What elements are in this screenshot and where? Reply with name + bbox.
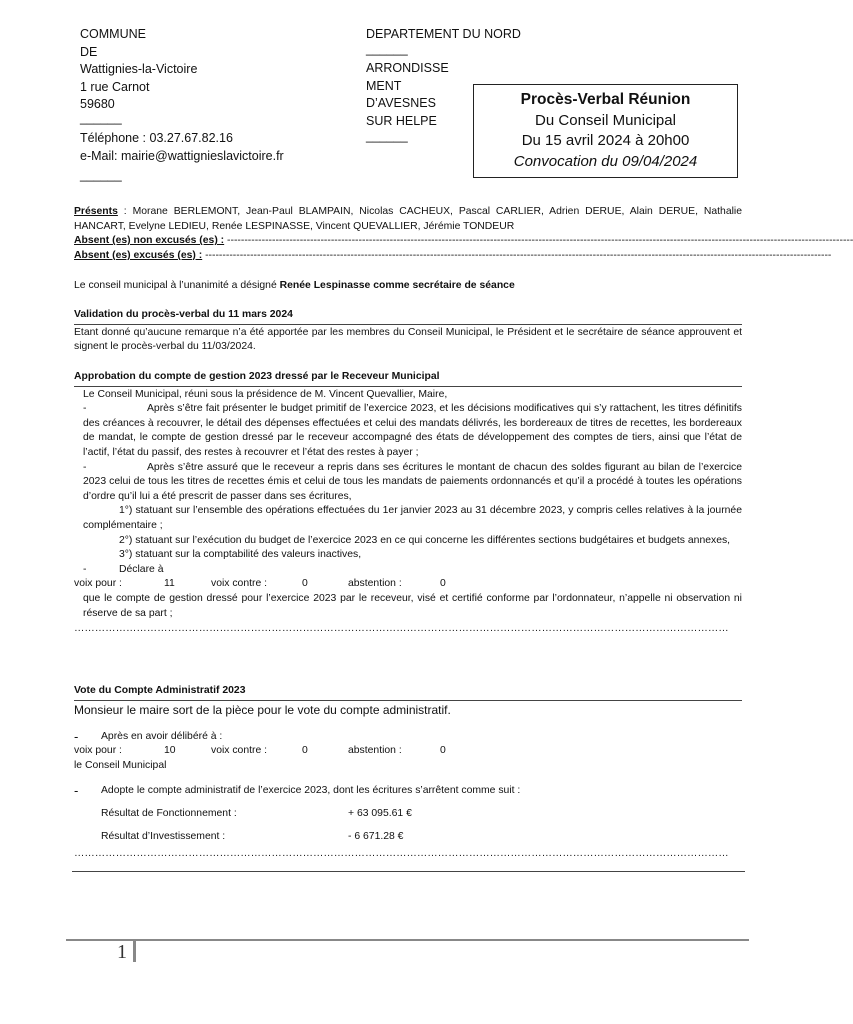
commune-header: [80, 26, 284, 185]
page-number: 1: [117, 941, 127, 963]
result-value: + 63 095.61 €: [348, 807, 412, 819]
result-label: Résultat de Fonctionnement :: [101, 807, 237, 819]
section-compte-gestion: [74, 370, 742, 637]
commune-postcode: 59680: [80, 97, 115, 111]
absent-excused-dashes: -------------------------------------------------------------------------------------------------------------------------------------------------------------------------------------: [205, 249, 832, 261]
dotted-separator: ………………………………………………………………………………………………………………………………………………………………………: [74, 623, 729, 635]
attendance-block: [74, 205, 853, 263]
paragraph: [74, 730, 742, 745]
paragraph-text: Après en avoir délibéré à :: [101, 730, 223, 742]
section-text: Etant donné qu’aucune remarque n’a été apportée par les membres du Conseil Municipal, le Président et le secrétaire de séance approuvent et signent le procès-verbal du 11/03/2024.: [74, 326, 742, 353]
paragraph-text: 1°) statuant sur l’ensemble des opérations effectuées du 1er janvier 2023 au 31 décembre 2023, y compris celles relatives à la journée complémentaire ;: [83, 505, 742, 531]
paragraph: [74, 563, 742, 578]
commune-line: DE: [80, 44, 98, 59]
meeting-date: Du 15 avril 2024 à 20h00: [521, 132, 690, 149]
paragraph: [74, 402, 742, 460]
absent-excused-label: Absent (es) excusés (es) :: [74, 249, 203, 261]
commune-address: 1 rue Carnot: [80, 79, 150, 94]
vote-row: [74, 577, 742, 592]
paragraph: Le Conseil Municipal, réuni sous la présidence de M. Vincent Quevallier, Maire,: [83, 388, 448, 400]
vote-for-value: 11: [164, 578, 175, 590]
paragraph: [74, 784, 742, 799]
commune-email: e-Mail: mairie@wattignieslavictoire.fr: [80, 148, 284, 163]
section-title: Vote du Compte Administratif 2023: [74, 684, 742, 701]
present-list: : Morane BERLEMONT, Jean-Paul BLAMPAIN, Nicolas CACHEUX, Pascal CARLIER, Adrien DERUE, Alain DERUE, Nathalie HANCART, Evelyne LEDIEU, Renée LESPINASSE, Vincent QUEVALLIER, Jérémie TONDEUR: [74, 206, 742, 232]
vote-for-value: 10: [164, 745, 176, 757]
commune-phone: Téléphone : 03.27.67.82.16: [80, 131, 233, 145]
title-subtitle: Du Conseil Municipal: [535, 111, 676, 129]
section-intro: Monsieur le maire sort de la pièce pour le vote du compte administratif.: [74, 702, 451, 717]
result-value: - 6 671.28 €: [348, 830, 404, 842]
section-pv-validation: [74, 308, 742, 355]
secretary-text: Le conseil municipal à l’unanimité a désigné: [74, 280, 280, 291]
paragraph-text: Adopte le compte administratif de l’exercice 2023, dont les écritures s’arrêtent comme suit :: [101, 785, 521, 797]
commune-name: Wattignies-la-Victoire: [80, 62, 198, 76]
footer-divider: [133, 940, 136, 962]
paragraph: que le compte de gestion dressé pour l’exercice 2023 par le receveur, visé et certifié conforme par l’ordonnateur, n’appelle ni observation ni réserve de sa part ;: [83, 592, 742, 619]
dotted-separator: ………………………………………………………………………………………………………………………………………………………………………: [74, 848, 729, 860]
vote-abstention-label: abstention :: [348, 578, 402, 590]
document-title: Procès-Verbal Réunion: [520, 91, 691, 108]
vote-row: [74, 744, 742, 759]
vote-against-value: 0: [302, 578, 308, 590]
bullet-dash: -: [83, 461, 87, 473]
vote-for-label: voix pour :: [74, 745, 122, 757]
absent-excused-line: [74, 249, 832, 264]
secretary-name: Renée Lespinasse comme secrétaire de séance: [279, 280, 515, 291]
vote-abstention-value: 0: [440, 745, 446, 757]
result-row: [74, 830, 742, 845]
paragraph-text: Après s’être fait présenter le budget primitif de l’exercice 2023, et les décisions modificatives qui s’y rattachent, les titres définitifs des créances à recouvrer, le détail des dépenses effectuées et celui des mandats délivrés, les bordereaux de titres de recettes, les bordereaux de mandat, le compte de gestion dressé par le receveur accompagné des états de développement des comptes de tiers, ainsi que l’état de l’actif, l’état du passif, des restes à recouvrer et l’état des restes à payer ;: [83, 403, 742, 458]
vote-against-value: 0: [302, 745, 308, 757]
bullet-dash: -: [74, 783, 79, 799]
commune-line: COMMUNE: [80, 27, 146, 41]
footer-rule: [66, 939, 749, 941]
paragraph-text: 2°) statuant sur l’exécution du budget de l’exercice 2023 en ce qui concerne les différentes sections budgétaires et budgets annexes,: [119, 534, 731, 546]
paragraph: 3°) statuant sur la comptabilité des valeurs inactives,: [119, 549, 362, 561]
bullet-dash: -: [74, 728, 79, 744]
arrondissement-line: SUR HELPE: [366, 113, 437, 128]
section-title: Approbation du compte de gestion 2023 dressé par le Receveur Municipal: [74, 370, 742, 387]
absent-unexcused-label: Absent (es) non excusés (es) :: [74, 235, 225, 247]
paragraph: [74, 504, 742, 533]
result-label: Résultat d’Investissement :: [101, 830, 226, 842]
paragraph-text: Déclare à: [119, 563, 164, 575]
convocation-date: Convocation du 09/04/2024: [513, 152, 698, 170]
paragraph-text: Après s’être assuré que le receveur a repris dans ses écritures le montant de chacun des soldes figurant au bilan de l’exercice 2023 celui de tous les titres de recettes émis et celui de tous les mandats de paiements ordonnancés et qu’il a procédé à toutes les opérations d’ordre qu’il lui a été prescrit de passer dans ses écritures,: [83, 461, 742, 502]
header-separator: ______: [366, 41, 408, 56]
vote-against-label: voix contre :: [211, 578, 268, 590]
vote-abstention-value: 0: [440, 578, 446, 590]
paragraph: [74, 461, 742, 505]
present-paragraph: [74, 205, 742, 234]
absent-unexcused-line: [74, 234, 853, 249]
arrondissement-line: D’AVESNES: [366, 96, 436, 110]
vote-for-label: voix pour :: [74, 578, 122, 590]
secretary-line: [74, 279, 742, 294]
title-box: [473, 84, 738, 178]
paragraph: [74, 534, 742, 549]
vote-abstention-label: abstention :: [348, 745, 402, 757]
absent-unexcused-dashes: -------------------------------------------------------------------------------------------------------------------------------------------------------------------------------------: [227, 235, 853, 247]
section-compte-administratif: [74, 684, 742, 862]
council-label: le Conseil Municipal: [74, 759, 167, 771]
arrondissement-line: ARRONDISSE: [366, 61, 449, 75]
header-separator: ______: [366, 129, 408, 143]
department-name: DEPARTEMENT DU NORD: [366, 27, 521, 41]
bullet-dash: -: [83, 563, 87, 575]
section-title: Validation du procès-verbal du 11 mars 2024: [74, 308, 742, 325]
present-label: Présents: [74, 206, 118, 217]
result-row: [74, 807, 742, 822]
header-separator: ______: [80, 110, 122, 125]
arrondissement-line: MENT: [366, 78, 402, 93]
header-separator: ______: [80, 168, 122, 182]
bullet-dash: -: [83, 403, 87, 415]
vote-against-label: voix contre :: [211, 745, 268, 757]
content-end-rule: [72, 871, 745, 872]
